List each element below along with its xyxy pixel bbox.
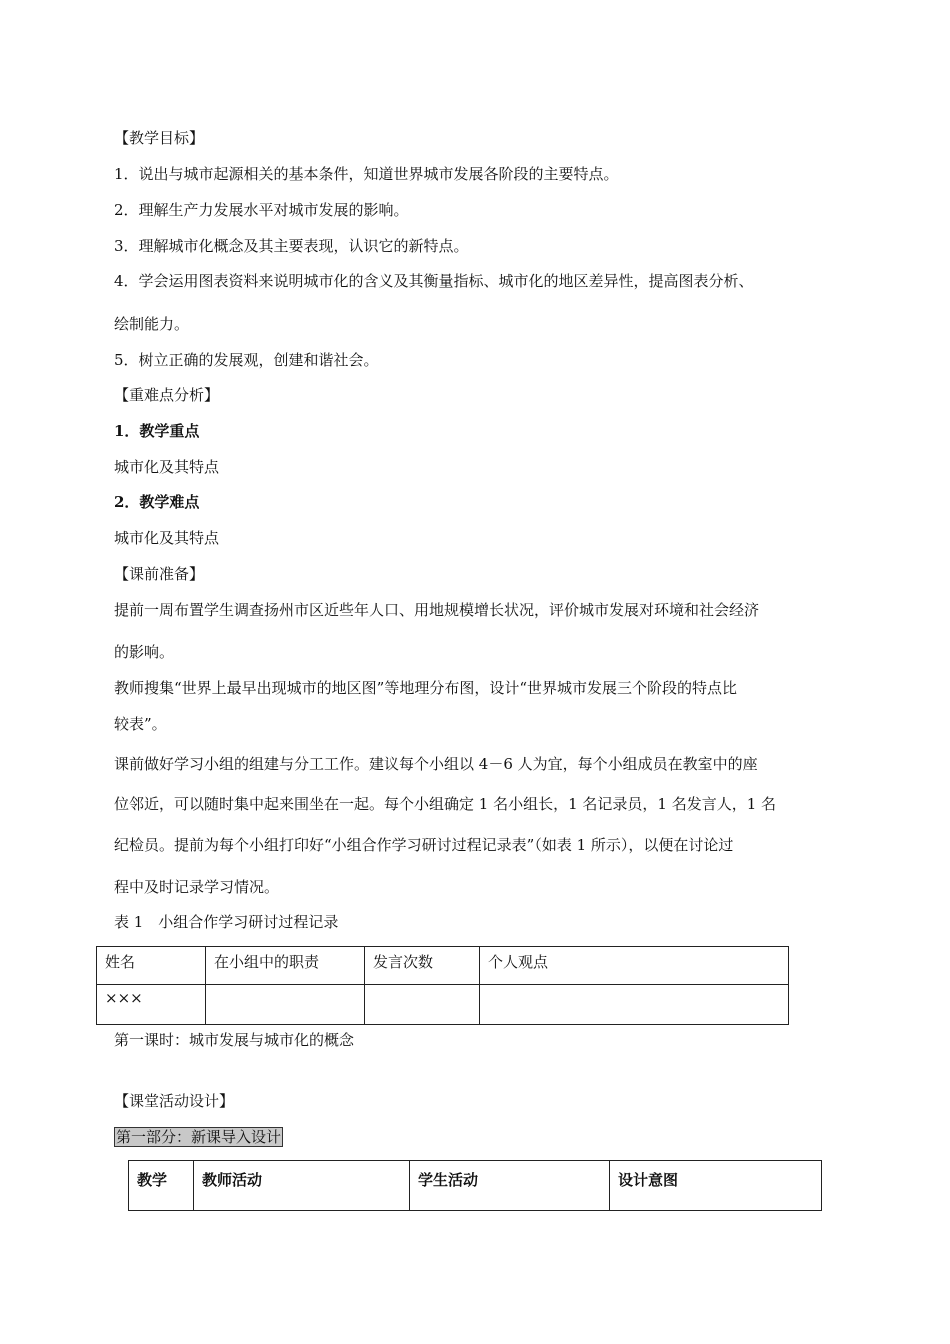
table-caption: 表 1 小组合作学习研讨过程记录	[114, 913, 339, 931]
table-header-cell: 设计意图	[610, 1161, 822, 1211]
objective-item: 5．树立正确的发展观，创建和谐社会。	[114, 351, 379, 369]
paragraph: 教师搜集“世界上最早出现城市的地区图”等地理分布图，设计“世界城市发展三个阶段的特点比	[114, 679, 738, 697]
paragraph: 城市化及其特点	[114, 529, 220, 547]
section-heading-objectives: 【教学目标】	[114, 129, 205, 147]
table-cell	[365, 985, 480, 1025]
paragraph: 较表”。	[114, 715, 167, 733]
objective-item: 3．理解城市化概念及其主要表现，认识它的新特点。	[114, 237, 469, 255]
section-heading-preparation: 【课前准备】	[114, 565, 205, 583]
objective-item: 2．理解生产力发展水平对城市发展的影响。	[114, 201, 409, 219]
paragraph: 提前一周布置学生调查扬州市区近些年人口、用地规模增长状况，评价城市发展对环境和社会经济	[114, 601, 760, 619]
subheading-difficulty: 2．教学难点	[114, 493, 200, 511]
objective-item: 1．说出与城市起源相关的基本条件，知道世界城市发展各阶段的主要特点。	[114, 165, 619, 183]
table-cell: ×××	[97, 985, 206, 1025]
paragraph: 的影响。	[114, 643, 175, 661]
table-header-cell: 教学	[129, 1161, 194, 1211]
table-header-cell: 在小组中的职责	[206, 947, 365, 985]
paragraph: 课前做好学习小组的组建与分工工作。建议每个小组以 4－6 人为宜，每个小组成员在教室中的座	[114, 755, 758, 773]
highlighted-part-heading: 第一部分：新课导入设计	[116, 1128, 282, 1146]
objective-item-cont: 绘制能力。	[114, 315, 190, 333]
table-header-cell: 学生活动	[410, 1161, 610, 1211]
paragraph: 位邻近，可以随时集中起来围坐在一起。每个小组确定 1 名小组长，1 名记录员，1 名发言人，1 名	[114, 795, 777, 813]
table-cell	[206, 985, 365, 1025]
table-header-row	[97, 947, 789, 985]
activity-design-table	[128, 1160, 822, 1211]
table-header-cell: 发言次数	[365, 947, 480, 985]
lesson-title: 第一课时：城市发展与城市化的概念	[114, 1031, 355, 1049]
table-header-cell: 教师活动	[194, 1161, 410, 1211]
table-header-row	[129, 1161, 822, 1211]
paragraph: 纪检员。提前为每个小组打印好“小组合作学习研讨过程记录表”（如表 1 所示），以便在讨论过	[114, 836, 734, 854]
group-record-table	[96, 946, 789, 1025]
table-header-cell: 个人观点	[480, 947, 789, 985]
section-heading-key-points: 【重难点分析】	[114, 386, 220, 404]
section-heading-activity: 【课堂活动设计】	[114, 1092, 235, 1110]
table-row	[97, 985, 789, 1025]
paragraph: 程中及时记录学习情况。	[114, 878, 280, 896]
paragraph: 城市化及其特点	[114, 458, 220, 476]
table-header-cell: 姓名	[97, 947, 206, 985]
objective-item: 4．学会运用图表资料来说明城市化的含义及其衡量指标、城市化的地区差异性，提高图表分析、	[114, 272, 754, 290]
table-cell	[480, 985, 789, 1025]
subheading-key-point: 1．教学重点	[114, 422, 200, 440]
